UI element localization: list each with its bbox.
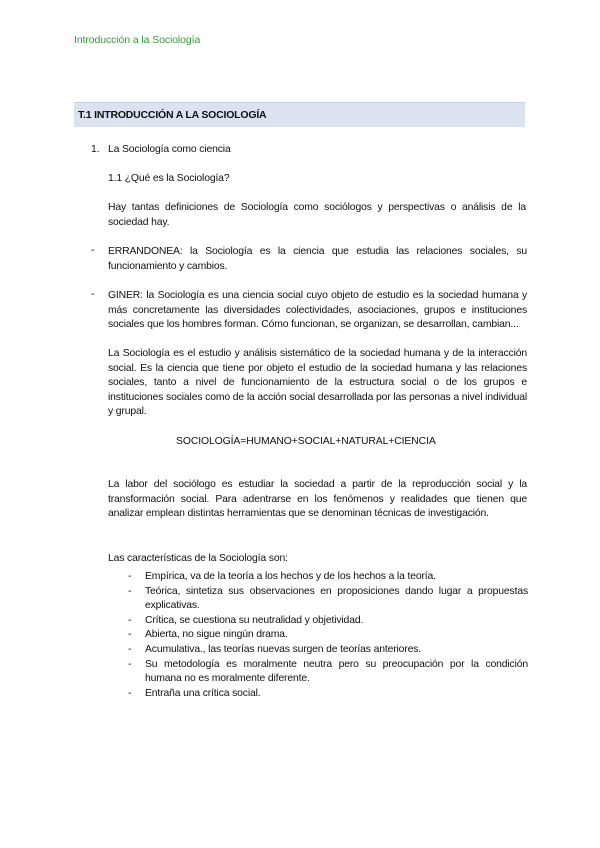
characteristics-intro: Las características de la Sociología son: <box>108 553 288 564</box>
characteristics-list <box>128 570 528 701</box>
list-item: - Acumulativa., las teorías nuevas surgen de teorías anteriores. <box>128 643 528 658</box>
list-marker: - <box>128 687 132 699</box>
list-item: - Entraña una crítica social. <box>128 687 528 702</box>
list-item: - Empírica, va de la teoría a los hechos y de los hechos a la teoría. <box>128 570 528 585</box>
subitem-title: 1.1 ¿Qué es la Sociología? <box>108 173 230 184</box>
list-item: - Teórica, sintetiza sus observaciones en proposiciones dando lugar a propuestas explicativas. <box>128 585 528 612</box>
list-marker: - <box>128 643 132 655</box>
definition-giner: GINER: la Sociología es una ciencia social cuyo objeto de estudio es la sociedad humana y más concretamente las diversidades colectividades, asociaciones, grupos e instituciones sociales que los hombres forman. Cómo funcionan, se organizan, se desarrollan, cambian... <box>108 290 527 331</box>
item-number: 1. <box>91 144 100 155</box>
giner-continuation: La Sociología es el estudio y análisis sistemático de la sociedad humana y de la interacción social. Es la ciencia que tiene por objeto el estudio de la sociedad humana y las relaciones sociales, tanto a nivel de funcionamiento de la estructura social o de los grupos e instituciones sociales como de la acción social desarrollada por las personas a nivel individual y grupal. <box>108 348 527 418</box>
labor-paragraph: La labor del sociólogo es estudiar la sociedad a partir de la reproducción social y la transformación social. Para adentrarse en los fenómenos y realidades que tienen que analizar emplean distintas herramientas que se denominan técnicas de investigación. <box>108 479 527 520</box>
list-item: - Crítica, se cuestiona su neutralidad y objetividad. <box>128 614 528 629</box>
list-marker: - <box>128 658 132 670</box>
definition-marker: - <box>91 245 95 256</box>
list-marker: - <box>128 585 132 597</box>
section-title: T.1 INTRODUCCIÓN A LA SOCIOLOGÍA <box>78 109 267 121</box>
definition-marker: - <box>91 289 95 300</box>
running-header: Introducción a la Sociología <box>74 34 201 46</box>
list-marker: - <box>128 571 132 582</box>
section-title-bar <box>74 102 525 127</box>
intro-paragraph: Hay tantas definiciones de Sociología como sociólogos y perspectivas o análisis de la sociedad hay. <box>108 202 526 228</box>
list-marker: - <box>128 614 132 626</box>
item-title: La Sociología como ciencia <box>108 144 231 155</box>
list-item: - Su metodología es moralmente neutra pero su preocupación por la condición humana no es moralmente diferente. <box>128 658 528 685</box>
list-marker: - <box>128 629 132 641</box>
list-item: - Abierta, no sigue ningún drama. <box>128 628 528 643</box>
definition-errandonea: ERRANDONEA: la Sociología es la ciencia que estudia las relaciones sociales, su funcionamiento y cambios. <box>108 246 527 272</box>
sociology-formula: SOCIOLOGÍA=HUMANO+SOCIAL+NATURAL+CIENCIA <box>176 436 436 447</box>
